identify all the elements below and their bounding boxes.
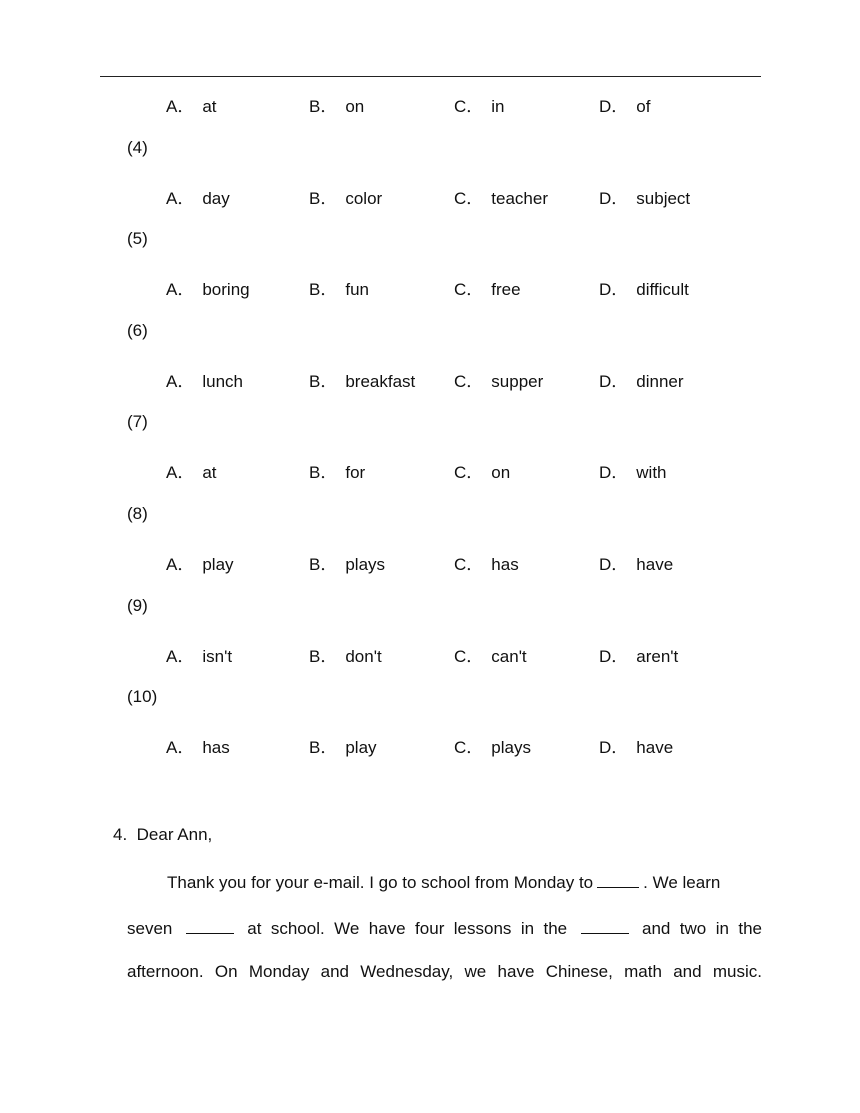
option-letter: C． — [454, 738, 484, 757]
option-text: dinner — [636, 372, 684, 391]
option-text: lunch — [202, 372, 243, 391]
option-text: color — [345, 189, 383, 208]
option-text: free — [491, 280, 521, 299]
option-letter: B． — [309, 647, 338, 666]
option-text: don't — [345, 647, 382, 666]
answer-option[interactable] — [599, 92, 650, 117]
option-row — [0, 275, 860, 299]
question-number: (4) — [127, 138, 148, 157]
answer-option[interactable] — [166, 733, 230, 758]
option-text: has — [202, 738, 230, 757]
option-row — [0, 184, 860, 208]
option-text: of — [636, 97, 651, 116]
answer-option[interactable] — [309, 275, 369, 300]
option-text: with — [636, 463, 667, 482]
option-letter: A． — [166, 189, 195, 208]
option-letter: C． — [454, 463, 484, 482]
option-letter: D． — [599, 97, 629, 116]
paragraph-line-3: afternoon. On Monday and Wednesday, we have Chinese, math and music. — [127, 962, 762, 981]
option-letter: D． — [599, 189, 629, 208]
option-letter: D． — [599, 463, 629, 482]
option-letter: D． — [599, 738, 629, 757]
answer-option[interactable] — [454, 458, 510, 483]
question-number: (6) — [127, 321, 148, 340]
answer-option[interactable] — [309, 733, 377, 758]
paragraph-line-1: Thank you for your e-mail. I go to school from Monday to . We learn — [167, 873, 721, 892]
option-letter: D． — [599, 555, 629, 574]
option-letter: B． — [309, 97, 338, 116]
option-letter: A． — [166, 280, 195, 299]
question-number: (7) — [127, 412, 148, 431]
answer-option[interactable] — [309, 92, 364, 117]
option-text: breakfast — [345, 372, 416, 391]
option-text: for — [345, 463, 366, 482]
option-letter: A． — [166, 647, 195, 666]
option-letter: C． — [454, 647, 484, 666]
option-text: play — [345, 738, 377, 757]
answer-option[interactable] — [454, 642, 527, 667]
answer-option[interactable] — [599, 275, 689, 300]
option-text: subject — [636, 189, 691, 208]
answer-option[interactable] — [454, 367, 543, 392]
answer-option[interactable] — [166, 184, 230, 209]
answer-option[interactable] — [599, 733, 673, 758]
option-text: difficult — [636, 280, 689, 299]
question-number: (5) — [127, 229, 148, 248]
option-text: on — [345, 97, 365, 116]
option-text: at — [202, 97, 217, 116]
answer-option[interactable] — [454, 275, 521, 300]
option-letter: D． — [599, 372, 629, 391]
answer-option[interactable] — [166, 642, 232, 667]
answer-option[interactable] — [309, 184, 382, 209]
option-text: supper — [491, 372, 544, 391]
option-letter: B． — [309, 555, 338, 574]
option-text: plays — [491, 738, 531, 757]
answer-option[interactable] — [166, 550, 234, 575]
answer-option[interactable] — [309, 458, 365, 483]
question-number: (9) — [127, 596, 148, 615]
answer-option[interactable] — [309, 550, 385, 575]
answer-option[interactable] — [309, 367, 415, 392]
answer-option[interactable] — [166, 92, 217, 117]
option-letter: A． — [166, 738, 195, 757]
option-text: aren't — [636, 647, 679, 666]
option-letter: B． — [309, 463, 338, 482]
option-text: play — [202, 555, 234, 574]
answer-option[interactable] — [454, 92, 505, 117]
question-number: 4. — [113, 825, 128, 844]
option-row — [0, 733, 860, 757]
option-letter: D． — [599, 647, 629, 666]
option-letter: D． — [599, 280, 629, 299]
option-text: day — [202, 189, 230, 208]
paragraph-line-2: seven at school. We have four lessons in the and two in the — [127, 919, 762, 938]
option-letter: A． — [166, 555, 195, 574]
option-text: in — [491, 97, 505, 116]
option-row — [0, 367, 860, 391]
answer-option[interactable] — [454, 184, 548, 209]
option-row — [0, 92, 860, 116]
option-text: boring — [202, 280, 250, 299]
question-number: (10) — [127, 687, 158, 706]
answer-blank[interactable] — [597, 871, 639, 888]
answer-option[interactable] — [599, 642, 678, 667]
answer-option[interactable] — [454, 733, 531, 758]
option-text: teacher — [491, 189, 548, 208]
option-text: isn't — [202, 647, 233, 666]
option-row — [0, 642, 860, 666]
question-4-heading — [113, 825, 212, 845]
answer-option[interactable] — [166, 367, 243, 392]
answer-blank[interactable] — [581, 917, 629, 934]
answer-option[interactable] — [309, 642, 382, 667]
option-letter: B． — [309, 738, 338, 757]
option-row — [0, 550, 860, 574]
answer-option[interactable] — [599, 367, 684, 392]
option-row — [0, 458, 860, 482]
question-number: (8) — [127, 504, 148, 523]
option-letter: C． — [454, 189, 484, 208]
header-rule — [100, 76, 761, 77]
option-letter: C． — [454, 555, 484, 574]
option-letter: B． — [309, 189, 338, 208]
answer-blank[interactable] — [186, 917, 234, 934]
option-text: fun — [345, 280, 369, 299]
option-text: has — [491, 555, 519, 574]
option-text: on — [491, 463, 511, 482]
answer-option[interactable] — [599, 184, 690, 209]
option-letter: B． — [309, 372, 338, 391]
option-letter: C． — [454, 97, 484, 116]
option-text: can't — [491, 647, 527, 666]
option-letter: C． — [454, 280, 484, 299]
option-text: at — [202, 463, 217, 482]
option-letter: A． — [166, 372, 195, 391]
letter-greeting: Dear Ann, — [136, 825, 213, 844]
option-text: have — [636, 555, 674, 574]
option-text: plays — [345, 555, 386, 574]
answer-option[interactable] — [599, 458, 667, 483]
answer-option[interactable] — [166, 458, 217, 483]
option-letter: C． — [454, 372, 484, 391]
option-letter: B． — [309, 280, 338, 299]
answer-option[interactable] — [454, 550, 519, 575]
option-text: have — [636, 738, 674, 757]
option-letter: A． — [166, 463, 195, 482]
answer-option[interactable] — [599, 550, 673, 575]
answer-option[interactable] — [166, 275, 250, 300]
option-letter: A． — [166, 97, 195, 116]
